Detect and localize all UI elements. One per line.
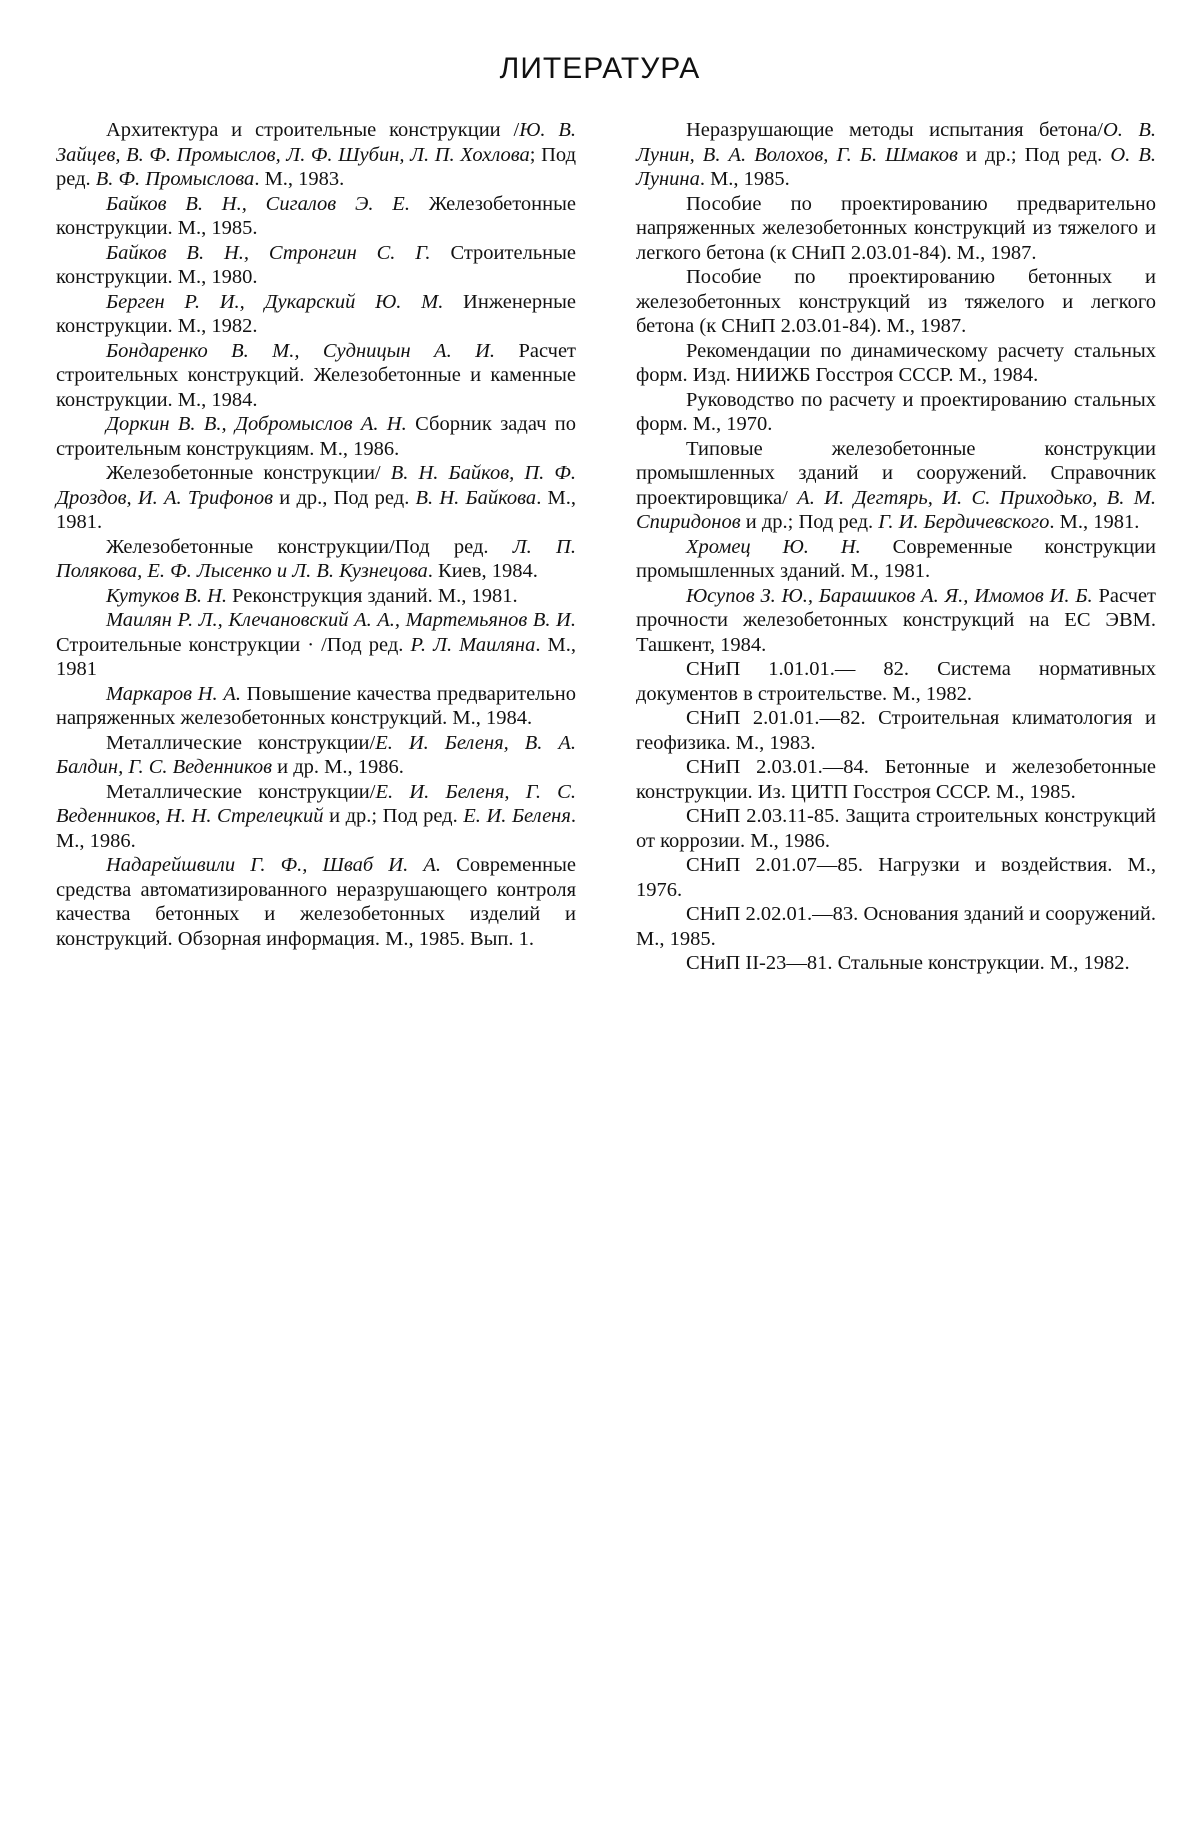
bibliography-entry xyxy=(56,192,576,241)
entry-text: ; Под ред. xyxy=(56,143,577,190)
entry-text: Современные конструкции промышленных зданий. М., 1981. xyxy=(636,535,1156,582)
entry-authors: Байков В. Н., Сигалов Э. Е. xyxy=(106,192,410,215)
entry-text: . М., 1981. xyxy=(1049,511,1140,533)
bibliography-entry xyxy=(56,461,576,535)
entry-authors: Хромец Ю. Н. xyxy=(686,535,861,558)
entry-text: Повышение качества предварительно напряженных железобетонных конструкций. М., 1984. xyxy=(56,682,576,729)
bibliography-entry xyxy=(636,265,1156,339)
bibliography-entry xyxy=(56,241,576,290)
entry-authors: Маилян Р. Л., Клечановский А. А., Мартемьянов В. И. xyxy=(106,609,576,631)
entry-authors: Маркаров Н. А. xyxy=(106,682,241,705)
entry-text: СНиП 2.03.01.—84. Бетонные и железобетонные конструкции. Из. ЦИТП Госстроя СССР. М., 1985. xyxy=(636,756,1156,803)
entry-text: и др.; Под ред. xyxy=(740,511,879,533)
bibliography-entry xyxy=(56,608,576,682)
entry-text: Расчет строительных конструкций. Железобетонные и каменные конструкции. М., 1984. xyxy=(56,339,576,411)
entry-text: и др., Под ред. xyxy=(273,486,416,509)
entry-authors: А. И. Дегтярь, И. С. Приходько, В. М. Спиридонов xyxy=(636,486,1156,533)
entry-authors: Доркин В. В., Добромыслов А. Н. xyxy=(106,413,407,435)
entry-text: Металлические конструкции/ xyxy=(106,780,376,803)
entry-authors: Е. И. Беленя, В. А. Балдин, Г. С. Веденников xyxy=(56,731,576,778)
entry-authors: О. В. Лунин, В. А. Волохов, Г. Б. Шмаков xyxy=(636,119,1157,166)
entry-authors: Бондаренко В. М., Судницын А. И. xyxy=(106,339,496,362)
entry-authors: Е. И. Беленя xyxy=(463,805,571,827)
left-column xyxy=(56,118,576,951)
entry-text: . М., 1983. xyxy=(254,168,345,190)
bibliography-entry xyxy=(636,192,1156,266)
bibliography-entry xyxy=(56,412,576,461)
entry-text: Металлические конструкции/ xyxy=(106,731,376,754)
entry-text: Сборник задач по строительным конструкциям. М., 1986. xyxy=(56,413,576,460)
entry-text: Типовые железобетонные конструкции промышленных зданий и сооружений. Справочник проектировщика/ xyxy=(636,437,1156,509)
entry-authors: Кутуков В. Н. xyxy=(106,584,228,607)
entry-text: Железобетонные конструкции/ xyxy=(106,462,391,484)
entry-text: Инженерные конструкции. М., 1982. xyxy=(56,290,576,337)
bibliography-entry xyxy=(636,118,1156,192)
entry-text: . М., 1986. xyxy=(56,805,576,852)
bibliography-entry xyxy=(56,780,576,854)
entry-authors: Ю. В. Зайцев, В. Ф. Промыслов, Л. Ф. Шубин, Л. П. Хохлова xyxy=(56,119,576,166)
bibliography-entry xyxy=(636,437,1156,535)
entry-text: Реконструкция зданий. М., 1981. xyxy=(227,584,518,607)
bibliography-entry xyxy=(636,535,1156,584)
entry-text: СНиП II-23—81. Стальные конструкции. М., 1982. xyxy=(686,952,1130,974)
entry-text: Современные средства автоматизированного неразрушающего контроля качества бетонных и железобетонных изделий и конструкций. Обзорная информация. М., 1985. Вып. 1. xyxy=(56,854,577,950)
entry-text: . М., 1981. xyxy=(56,486,576,533)
entry-text: СНиП 2.01.07—85. Нагрузки и воздействия. М., 1976. xyxy=(636,854,1156,901)
entry-text: Пособие по проектированию бетонных и железобетонных конструкций из тяжелого и легкого бетона (к СНиП 2.03.01-84). М., 1987. xyxy=(636,266,1156,337)
page-title: ЛИТЕРАТУРА xyxy=(499,52,701,85)
right-column xyxy=(636,118,1156,976)
entry-authors: В. Ф. Промыслова xyxy=(95,168,255,190)
bibliography-entry xyxy=(636,339,1156,388)
entry-text: Архитектура и строительные конструкции / xyxy=(106,119,520,141)
entry-text: Руководство по расчету и проектированию стальных форм. М., 1970. xyxy=(636,388,1156,435)
entry-authors: Надарейшвили Г. Ф., Шваб И. А. xyxy=(106,854,442,876)
entry-authors: Е. И. Беленя, Г. С. Веденников, Н. Н. Стрелецкий xyxy=(56,780,576,827)
entry-text: . Киев, 1984. xyxy=(427,560,538,582)
entry-text: Железобетонные конструкции/Под ред. xyxy=(106,535,513,558)
entry-text: и др. М., 1986. xyxy=(272,756,404,778)
bibliography-entry xyxy=(56,290,576,339)
bibliography-entry xyxy=(56,584,576,609)
bibliography-entry xyxy=(636,388,1156,437)
bibliography-entry xyxy=(636,584,1156,658)
entry-text: . М., 1981 xyxy=(56,633,576,680)
entry-text: Строительные конструкции. М., 1980. xyxy=(56,241,577,288)
bibliography-entry xyxy=(56,118,576,192)
entry-text: и др.; Под ред. xyxy=(323,805,464,827)
entry-authors: Берген Р. И., Дукарский Ю. М. xyxy=(106,290,444,313)
entry-text: Железобетонные конструкции. М., 1985. xyxy=(56,192,576,239)
bibliography-entry xyxy=(56,853,576,951)
entry-text: Рекомендации по динамическому расчету стальных форм. Изд. НИИЖБ Госстроя СССР. М., 1984. xyxy=(636,339,1156,386)
entry-text: Расчет прочности железобетонных конструкций на ЕС ЭВМ. Ташкент, 1984. xyxy=(636,584,1156,656)
bibliography-entry xyxy=(636,706,1156,755)
bibliography-entry xyxy=(636,804,1156,853)
entry-text: СНиП 2.02.01.—83. Основания зданий и сооружений. М., 1985. xyxy=(636,903,1156,950)
bibliography-entry xyxy=(56,339,576,413)
entry-text: Неразрушающие методы испытания бетона/ xyxy=(686,119,1103,141)
bibliography-entry xyxy=(636,657,1156,706)
entry-text: Пособие по проектированию предварительно напряженных железобетонных конструкций из тяжелого и легкого бетона (к СНиП 2.03.01-84). М., 1987. xyxy=(636,192,1156,264)
bibliography-entry xyxy=(636,951,1156,976)
bibliography-entry xyxy=(56,535,576,584)
entry-authors: Байков В. Н., Стронгин С. Г. xyxy=(106,241,431,264)
entry-text: Строительные конструкции · /Под ред. xyxy=(56,633,411,656)
entry-authors: Г. И. Бердичевского xyxy=(878,511,1050,533)
entry-authors: Л. П. Полякова, Е. Ф. Лысенко и Л. В. Кузнецова xyxy=(56,535,576,582)
entry-text: СНиП 2.03.11-85. Защита строительных конструкций от коррозии. М., 1986. xyxy=(636,805,1156,852)
bibliography-entry xyxy=(56,731,576,780)
bibliography-entry xyxy=(56,682,576,731)
entry-text: . М., 1985. xyxy=(699,168,790,190)
entry-authors: Юсупов З. Ю., Барашиков А. Я., Имомов И. Б. xyxy=(686,584,1093,607)
entry-authors: О. В. Лунина xyxy=(636,143,1157,190)
bibliography-entry xyxy=(636,853,1156,902)
entry-authors: В. Н. Байков, П. Ф. Дроздов, И. А. Трифонов xyxy=(56,462,576,509)
entry-text: СНиП 2.01.01.—82. Строительная климатология и геофизика. М., 1983. xyxy=(636,707,1156,754)
entry-text: СНиП 1.01.01.— 82. Система нормативных документов в строительстве. М., 1982. xyxy=(636,658,1156,705)
entry-authors: В. Н. Байкова xyxy=(415,486,537,509)
bibliography-entry xyxy=(636,755,1156,804)
entry-authors: Р. Л. Маиляна xyxy=(410,633,536,656)
bibliography-entry xyxy=(636,902,1156,951)
entry-text: и др.; Под ред. xyxy=(957,143,1111,166)
